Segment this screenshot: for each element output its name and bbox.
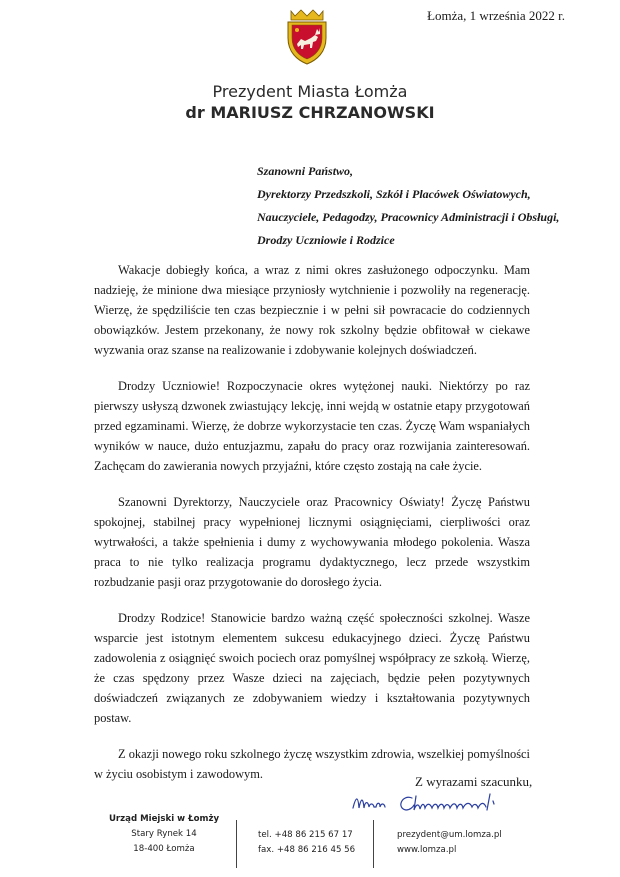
body-paragraph: Drodzy Uczniowie! Rozpoczynacie okres wytężonej nauki. Niektórzy po raz pierwszy usłyszą dzwonek zwiastujący lekcję, inni wejdą w ostatnie etapy przygotowań przed egzaminami. Wierzę, że dobrze wykorzystacie ten czas. Życzę Wam wspaniałych wyników w nauce, dużo entuzjazmu, zapału do pracy oraz rozwijania zainteresowań. Zachęcam do zawierania nowych przyjaźni, które często zostają na całe życie. [94,379,530,473]
closing-phrase: Z wyrazami szacunku, [415,774,533,789]
handwritten-signature [350,788,535,818]
body-paragraph: Wakacje dobiegły końca, a wraz z nimi okres zasłużonego odpoczynku. Mam nadzieję, że minione dwa miesiące przyniosły wytchnienie i pozwoliły na regenerację. Wierzę, że spędziliście ten czas bezpiecznie i w pełni sił powracacie do codziennych obowiązków. Jestem przekonany, że nowy rok szkolny będzie obfitował w ciekawe wyzwania oraz szanse na realizowanie i zdobywanie kolejnych doświadczeń. [94,263,530,357]
salutation-block [257,160,559,252]
footer-phones [258,828,355,858]
footer-divider [373,820,374,868]
email-address: prezydent@um.lomza.pl [397,830,502,840]
document-title: Prezydent Miasta Łomża [212,82,408,101]
office-city: 18-400 Łomża [133,844,195,854]
fax-number: fax. +48 86 216 45 56 [258,845,356,855]
salutation-line: Drodzy Uczniowie i Rodzice [257,233,395,247]
body-paragraph: Z okazji nowego roku szkolnego życzę wszystkim zdrowia, wszelkiej pomyślności w życiu osobistym i zawodowym. [94,747,530,781]
letter-body [94,260,533,800]
footer-address [108,812,220,857]
salutation-line: Nauczyciele, Pedagodzy, Pracownicy Administracji i Obsługi, [257,210,560,224]
office-street: Stary Rynek 14 [131,829,197,839]
author-name: dr MARIUSZ CHRZANOWSKI [185,103,435,122]
city-coat-of-arms-icon [285,8,329,66]
footer-contact [397,828,502,858]
website-url: www.lomza.pl [397,845,457,855]
salutation-line: Dyrektorzy Przedszkoli, Szkół i Placówek Oświatowych, [257,187,531,201]
phone-number: tel. +48 86 215 67 17 [258,830,353,840]
body-paragraph: Drodzy Rodzice! Stanowicie bardzo ważną część społeczności szkolnej. Wasze wsparcie jest istotnym elementem sukcesu edukacyjnego dzieci. Życzę Państwu zadowolenia z osiągnięć swoich pociech oraz pomyślnej współpracy ze szkołą. Wierzę, że czas spędzony przez Wasze dzieci na zajęciach, będzie pełen pozytywnych doświadczeń związanych ze zdobywaniem wiedzy i kształtowania pozytywnych postaw. [94,611,530,725]
salutation-line: Szanowni Państwo, [257,164,354,178]
footer-divider [236,820,237,868]
body-paragraph: Szanowni Dyrektorzy, Nauczyciele oraz Pracownicy Oświaty! Życzę Państwu spokojnej, stabilnej pracy wypełnionej licznymi osiągnięciami, cierpliwości oraz wytrwałości, a także spełnienia i dumy z wychowywania młodego pokolenia. Wasza praca to nie tylko realizacja programu dydaktycznego, lecz przede wszystkim rozbudzanie pasji oraz przygotowanie do dorosłego życia. [94,495,530,589]
letter-date: Łomża, 1 września 2022 r. [427,8,565,23]
office-name: Urząd Miejski w Łomży [108,814,220,824]
